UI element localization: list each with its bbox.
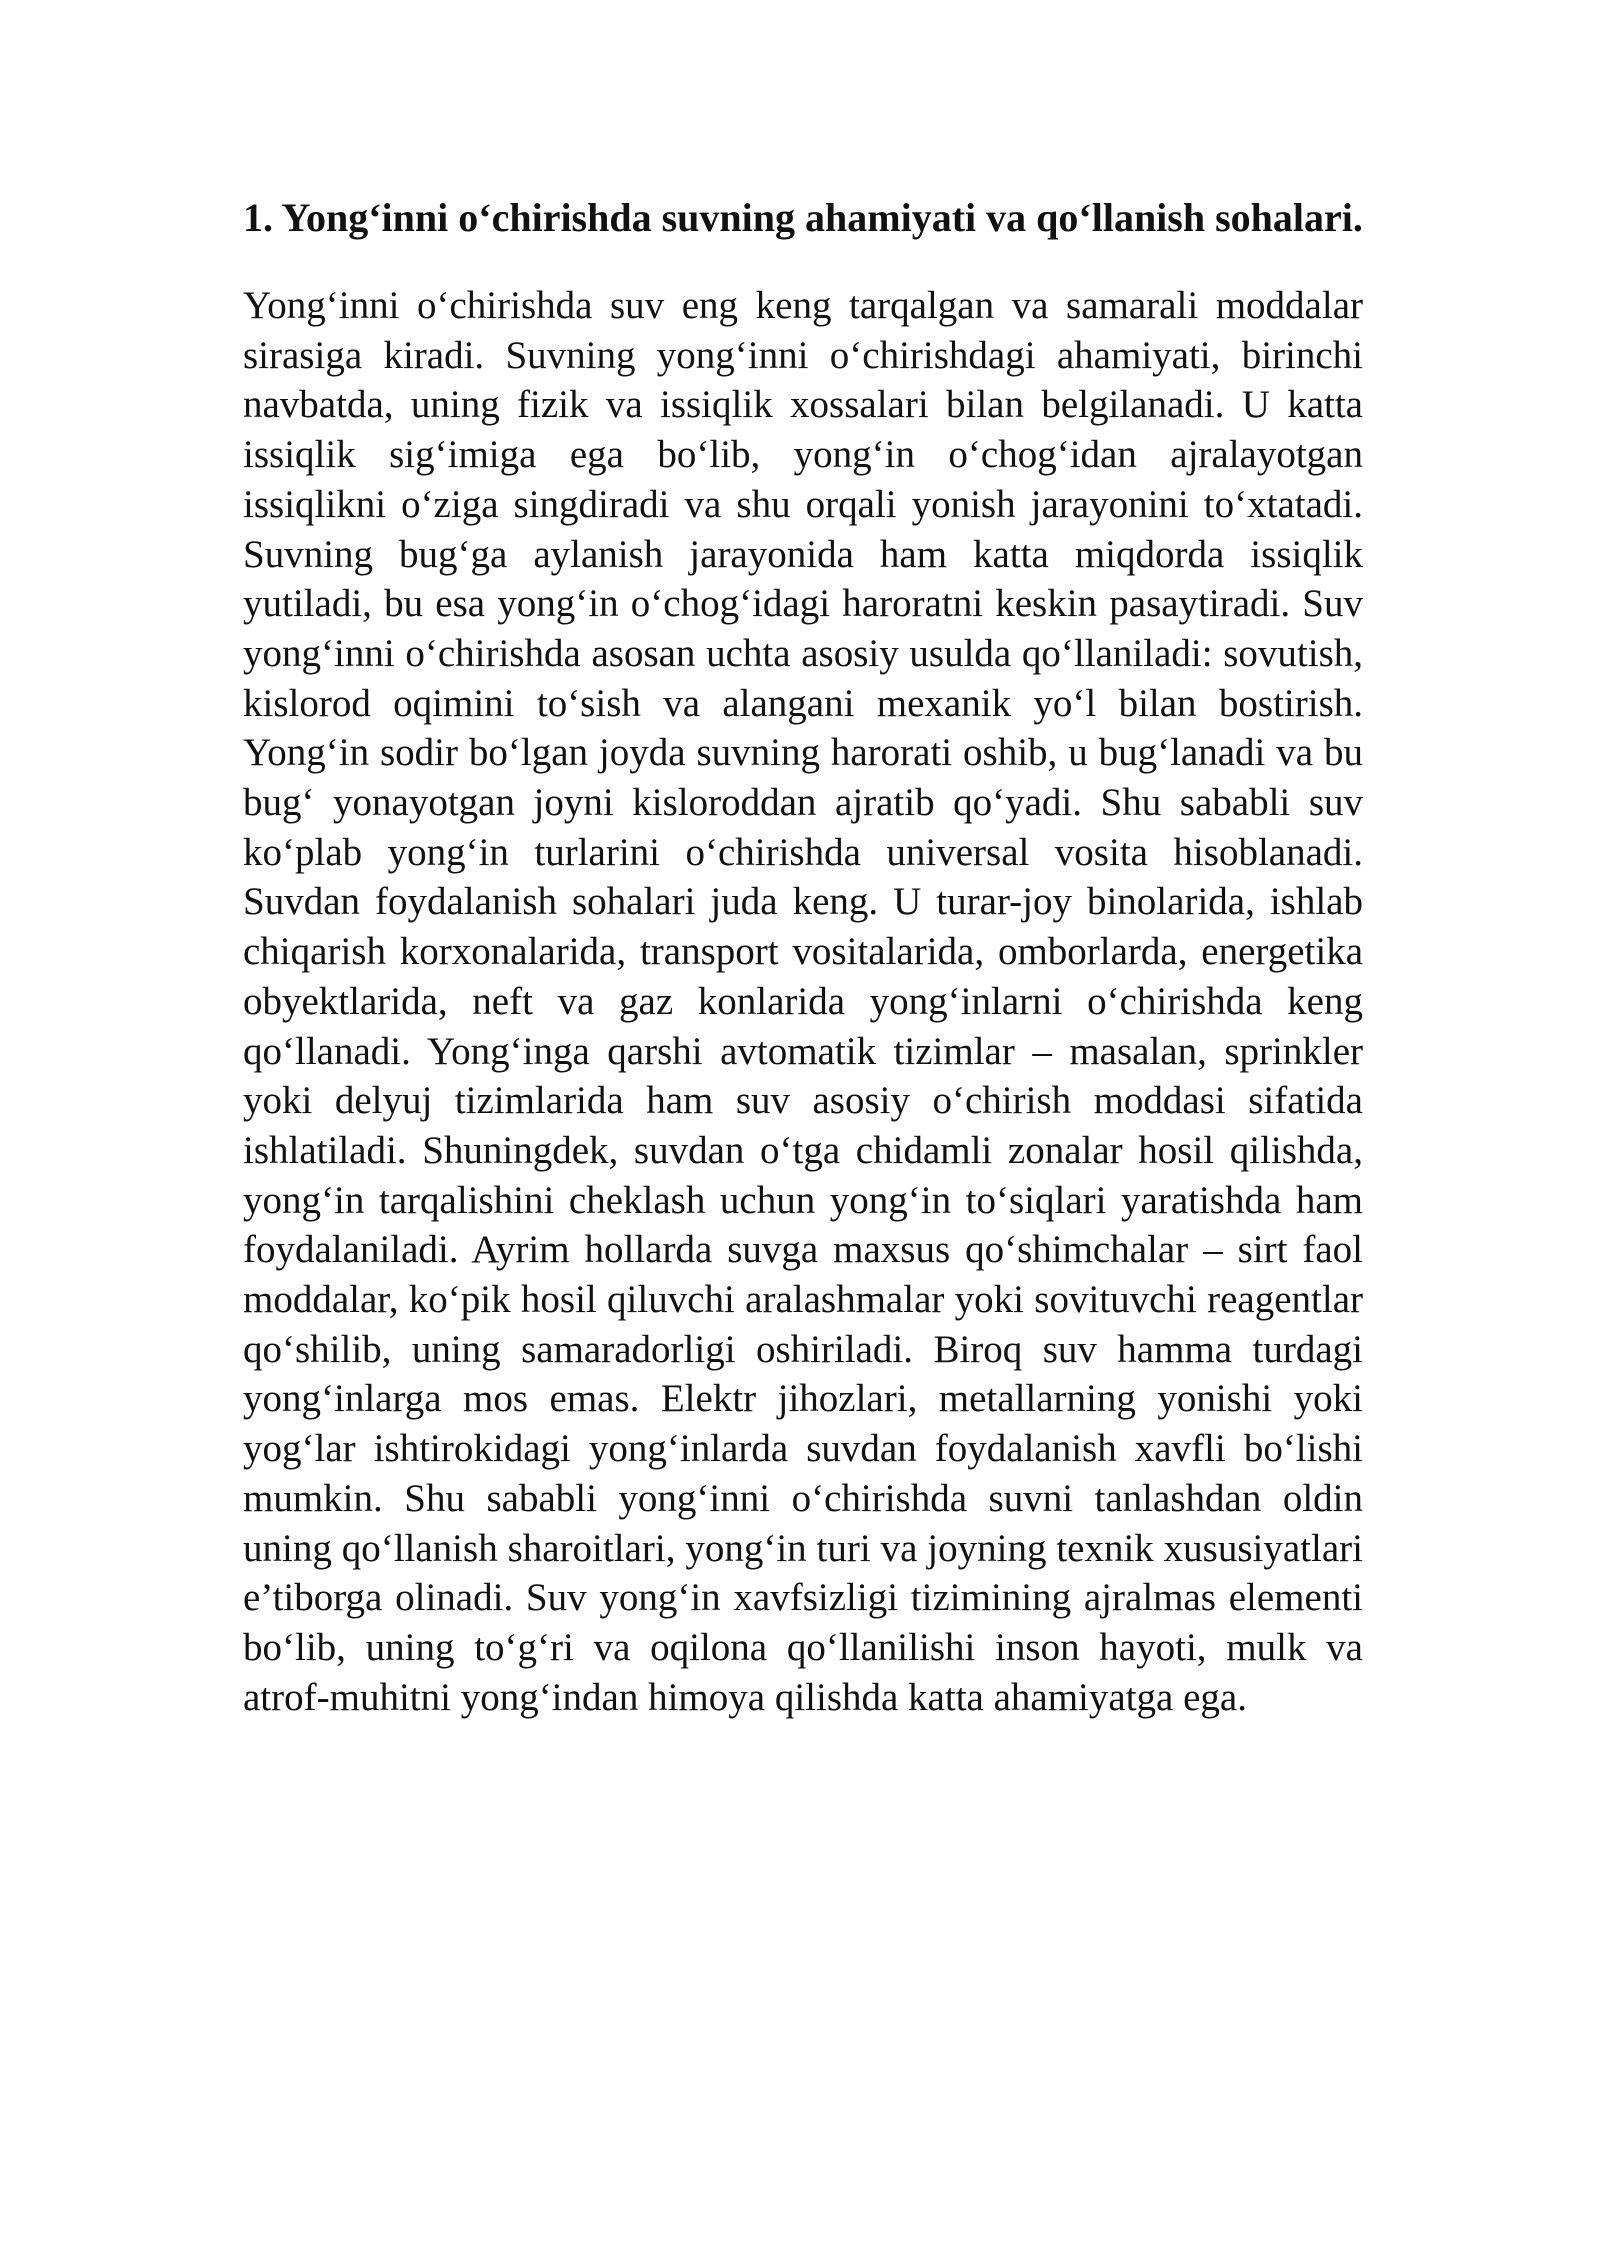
- section-heading: [243, 193, 1363, 243]
- section-title: Yong‘inni o‘chirishda suvning ahamiyati va qo‘llanish sohalari.: [281, 195, 1363, 240]
- document-content: [243, 193, 1363, 1722]
- section-number: 1.: [243, 195, 273, 240]
- body-paragraph: Yong‘inni o‘chirishda suv eng keng tarqalgan va samarali moddalar sirasiga kiradi. Suvning yong‘inni o‘chirishdagi ahamiyati, birinchi navbatda, uning fizik va issiqlik xossalari bilan belgilanadi. U katta issiqlik sig‘imiga ega bo‘lib, yong‘in o‘chog‘idan ajralayotgan issiqlikni o‘ziga singdiradi va shu orqali yonish jarayonini to‘xtatadi. Suvning bug‘ga aylanish jarayonida ham katta miqdorda issiqlik yutiladi, bu esa yong‘in o‘chog‘idagi haroratni keskin pasaytiradi. Suv yong‘inni o‘chirishda asosan uchta asosiy usulda qo‘llaniladi: sovutish, kislorod oqimini to‘sish va alangani mexanik yo‘l bilan bostirish. Yong‘in sodir bo‘lgan joyda suvning harorati oshib, u bug‘lanadi va bu bug‘ yonayotgan joyni kisloroddan ajratib qo‘yadi. Shu sababli suv ko‘plab yong‘in turlarini o‘chirishda universal vosita hisoblanadi. Suvdan foydalanish sohalari juda keng. U turar-joy binolarida, ishlab chiqarish korxonalarida, transport vositalarida, omborlarda, energetika obyektlarida, neft va gaz konlarida yong‘inlarni o‘chirishda keng qo‘llanadi. Yong‘inga qarshi avtomatik tizimlar – masalan, sprinkler yoki delyuj tizimlarida ham suv asosiy o‘chirish moddasi sifatida ishlatiladi. Shuningdek, suvdan o‘tga chidamli zonalar hosil qilishda, yong‘in tarqalishini cheklash uchun yong‘in to‘siqlari yaratishda ham foydalaniladi. Ayrim hollarda suvga maxsus qo‘shimchalar – sirt faol moddalar, ko‘pik hosil qiluvchi aralashmalar yoki sovituvchi reagentlar qo‘shilib, uning samaradorligi oshiriladi. Biroq suv hamma turdagi yong‘inlarga mos emas. Elektr jihozlari, metallarning yonishi yoki yog‘lar ishtirokidagi yong‘inlarda suvdan foydalanish xavfli bo‘lishi mumkin. Shu sababli yong‘inni o‘chirishda suvni tanlashdan oldin uning qo‘llanish sharoitlari, yong‘in turi va joyning texnik xususiyatlari e’tiborga olinadi. Suv yong‘in xavfsizligi tizimining ajralmas elementi bo‘lib, uning to‘g‘ri va oqilona qo‘llanilishi inson hayoti, mulk va atrof-muhitni yong‘indan himoya qilishda katta ahamiyatga ega.: [243, 284, 1363, 1719]
